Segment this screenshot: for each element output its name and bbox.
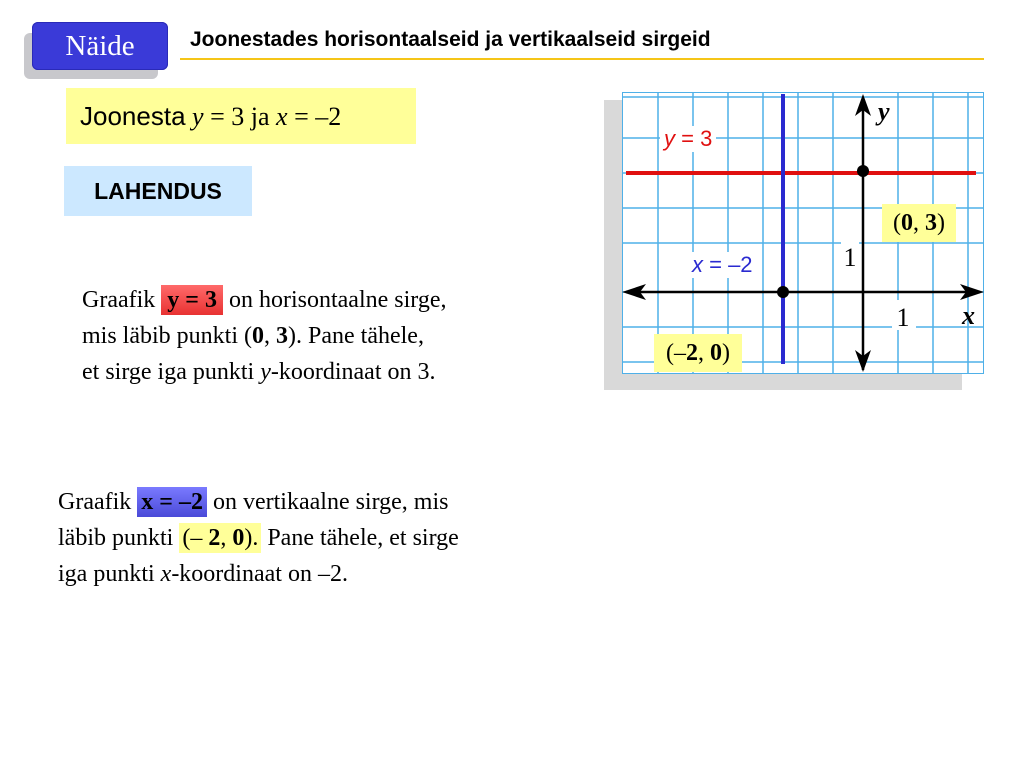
text-fragment: ).	[244, 525, 259, 551]
tick-x-1: 1	[896, 303, 910, 332]
text-fragment: )	[722, 340, 730, 366]
text-fragment: Graafik	[58, 489, 138, 515]
text-fragment: et sirge iga punkti	[82, 359, 261, 385]
text-fragment: (–	[182, 525, 209, 551]
point-y-value: 0	[232, 525, 245, 551]
text-fragment: Graafik	[82, 287, 162, 313]
variable-x: x	[160, 561, 172, 587]
tick-y-1: 1	[843, 243, 857, 272]
equation-xm2-highlight: x = –2	[137, 487, 207, 517]
label-x-equals-minus-2	[688, 252, 757, 278]
text-fragment: läbib punkti	[58, 525, 180, 551]
paragraph-line	[82, 318, 447, 354]
point-y-value: 3	[276, 323, 288, 349]
point-y-value: 3	[925, 210, 937, 236]
paragraph-line	[58, 520, 459, 556]
paragraph-line	[58, 484, 459, 520]
paragraph-line	[82, 282, 447, 318]
text-fragment: ). Pane tähele,	[288, 323, 424, 349]
label-y-equals-3	[660, 126, 716, 152]
problem-eq1-rest: = 3 ja	[203, 102, 277, 131]
point-x-value: 2	[208, 525, 221, 551]
point-x-value: 0	[252, 323, 264, 349]
text-fragment: ,	[220, 525, 233, 551]
text-fragment: -koordinaat on –2.	[171, 561, 348, 587]
problem-eq2-rest: = –2	[287, 102, 342, 131]
paragraph-line	[58, 556, 459, 592]
text-fragment: Pane tähele, et sirge	[261, 525, 459, 551]
label-rest: = –2	[703, 252, 753, 277]
text-fragment: mis läbib punkti (	[82, 323, 252, 349]
point-label-minus2-0	[654, 334, 742, 372]
point-y-value: 0	[710, 340, 722, 366]
point-highlight	[179, 523, 261, 553]
page-title: Joonestades horisontaalseid ja vertikaalseid sirgeid	[190, 28, 711, 51]
solution-label: LAHENDUS	[64, 166, 252, 216]
text-fragment: iga punkti	[58, 561, 161, 587]
text-fragment: on vertikaalne sirge, mis	[206, 489, 449, 515]
paragraph-line	[82, 354, 447, 390]
text-fragment: (	[893, 210, 901, 236]
problem-statement	[66, 88, 416, 144]
paragraph-vertical-line	[58, 484, 459, 592]
label-rest: = 3	[675, 126, 713, 151]
example-badge: Näide	[32, 22, 168, 70]
variable-y: y	[260, 359, 271, 385]
text-fragment: on horisontaalne sirge,	[222, 287, 447, 313]
point-x-value: 0	[901, 210, 913, 236]
title-underline	[180, 58, 984, 60]
text-fragment: (–	[666, 340, 686, 366]
paragraph-horizontal-line	[82, 282, 447, 390]
x-axis-label: x	[962, 301, 975, 330]
text-fragment: -koordinaat on 3.	[270, 359, 436, 385]
text-fragment: ,	[698, 340, 710, 366]
text-fragment: ,	[264, 323, 276, 349]
y-axis-label: y	[878, 97, 890, 126]
problem-eq1-var: y	[192, 102, 204, 131]
point-0-3	[857, 165, 869, 177]
problem-verb: Joonesta	[80, 101, 186, 131]
point-label-0-3	[882, 204, 956, 242]
label-var: y	[664, 126, 675, 151]
point-minus2-0	[777, 286, 789, 298]
problem-eq2-var: x	[276, 102, 288, 131]
text-fragment: ,	[913, 210, 925, 236]
label-var: x	[692, 252, 703, 277]
equation-y3-highlight: y = 3	[161, 285, 223, 315]
text-fragment: )	[937, 210, 945, 236]
point-x-value: 2	[686, 340, 698, 366]
